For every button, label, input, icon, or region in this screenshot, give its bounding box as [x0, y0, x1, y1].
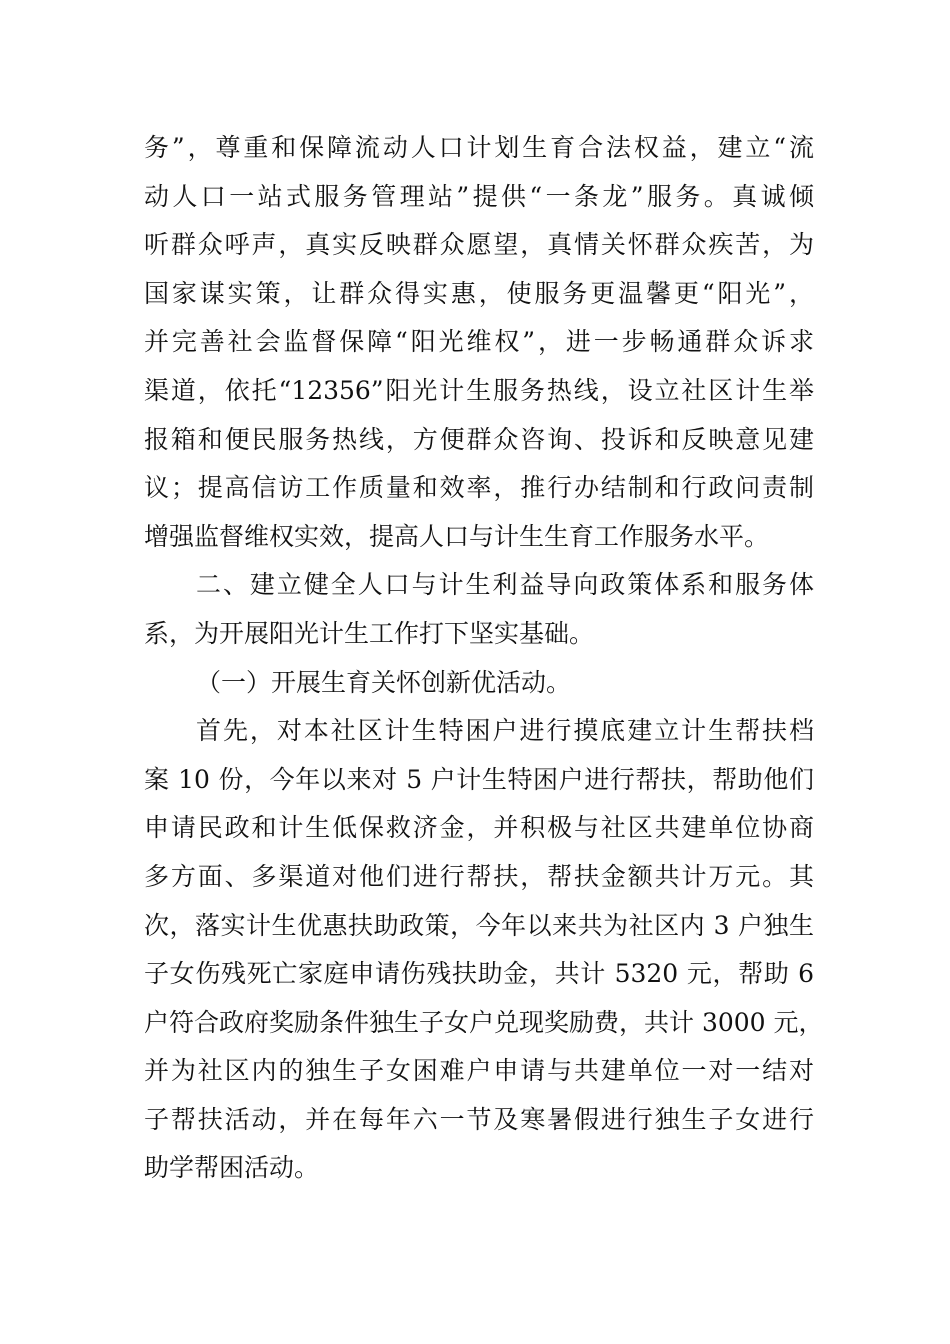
text-line: （一）开展生育关怀创新优活动。	[196, 667, 572, 697]
text-line: 动人口一站式服务管理站”提供“一条龙”服务。真诚倾	[144, 181, 814, 211]
text-line: 申请民政和计生低保救济金，并积极与社区共建单位协商	[144, 813, 814, 843]
text-line: 增强监督维权实效，提高人口与计生生育工作服务水平。	[144, 521, 770, 551]
text-line: 务”，尊重和保障流动人口计划生育合法权益，建立“流	[144, 133, 814, 162]
text-line: 渠道，依托“12356”阳光计生服务热线，设立社区计生举	[144, 375, 814, 405]
text-line: 次，落实计生优惠扶助政策，今年以来共为社区内 3 户独生	[144, 910, 814, 940]
text-line: 系，为开展阳光计生工作打下坚实基础。	[144, 618, 595, 648]
text-line: 听群众呼声，真实反映群众愿望，真情关怀群众疾苦，为	[144, 230, 814, 260]
text-line: 助学帮困活动。	[144, 1153, 320, 1183]
document-body	[144, 124, 824, 1193]
text-line: 子帮扶活动，并在每年六一节及寒暑假进行独生子女进行	[144, 1104, 814, 1134]
text-line: 多方面、多渠道对他们进行帮扶，帮扶金额共计万元。其	[144, 861, 814, 891]
text-line: 报箱和便民服务热线，方便群众咨询、投诉和反映意见建	[144, 424, 814, 454]
text-line: 二、建立健全人口与计生利益导向政策体系和服务体	[196, 570, 814, 600]
text-line: 户符合政府奖励条件独生子女户兑现奖励费，共计 3000 元，	[144, 1007, 824, 1037]
text-line: 首先，对本社区计生特困户进行摸底建立计生帮扶档	[196, 716, 814, 746]
text-line: 案 10 份，今年以来对 5 户计生特困户进行帮扶，帮助他们	[144, 764, 814, 794]
text-line: 议；提高信访工作质量和效率，推行办结制和行政问责制	[144, 473, 814, 503]
text-line: 并完善社会监督保障“阳光维权”，进一步畅通群众诉求	[144, 327, 814, 357]
text-line: 国家谋实策，让群众得实惠，使服务更温馨更“阳光”，	[144, 278, 814, 308]
text-line: 并为社区内的独生子女困难户申请与共建单位一对一结对	[144, 1056, 814, 1086]
text-line: 子女伤残死亡家庭申请伤残扶助金，共计 5320 元，帮助 6	[144, 959, 814, 989]
